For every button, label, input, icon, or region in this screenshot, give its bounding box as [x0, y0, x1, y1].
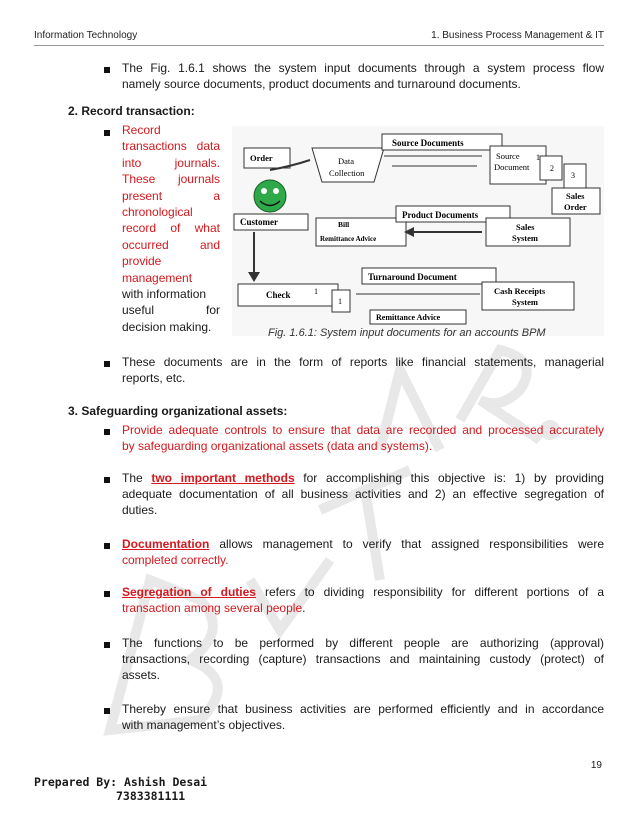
sec2-bullet-line: record of what [122, 221, 220, 236]
sec3-b5-line3: assets. [122, 668, 161, 682]
data-collection-label-2: Collection [329, 168, 365, 178]
bullet-square [104, 543, 110, 549]
sec3-b1-line1: Provide adequate controls to ensure that data are recorded and processed accurately [122, 423, 604, 437]
sec2-bullet-line: transactions data [122, 139, 220, 154]
sec3-b2-line1 [122, 470, 604, 487]
sec2-bullet-line: into journals. [122, 155, 220, 170]
prepared-by-phone: 7383381111 [116, 789, 186, 803]
sec3-b4-line1 [122, 584, 604, 601]
bullet-square [104, 477, 110, 483]
sec3-b3-line2: completed correctly. [122, 553, 229, 567]
sec2-bullet-line: Record [122, 123, 161, 137]
document-card [564, 164, 586, 188]
sec2-bullet2-line1: These documents are in the form of reports like financial statements, managerial [122, 355, 604, 369]
sec2-bullet-line: occurred and [122, 237, 220, 252]
prepared-by-name: Prepared By: Ashish Desai [34, 775, 208, 789]
sales-system-label-2: System [512, 233, 538, 243]
product-documents-label: Product Documents [402, 210, 479, 220]
check-number-2: 1 [338, 297, 342, 306]
sec2-bullet-line: These journals [122, 172, 220, 187]
emphasis-two-important-methods: two important methods [151, 471, 295, 485]
sec3-b6-line1: Thereby ensure that business activities are performed efficiently and in accordance [122, 702, 604, 716]
sec2-bullet-line: useful for [122, 303, 220, 318]
source-doc-label-1: Source [496, 151, 520, 161]
order-label: Order [250, 153, 273, 163]
emphasis-segregation-of-duties: Segregation of duties [122, 585, 256, 599]
bullet-square [104, 429, 110, 435]
sec3-b2-line3: duties. [122, 503, 158, 517]
cash-receipts-label-1: Cash Receipts [494, 286, 546, 296]
header-rule [34, 45, 604, 46]
text-run: . [302, 601, 306, 615]
source-doc-label-2: Document [494, 162, 530, 172]
sec3-b1-line2: by safeguarding organizational assets (data and systems). [122, 439, 433, 453]
system-input-diagram [232, 126, 604, 336]
sec2-bullet-line: provide [122, 254, 162, 269]
sec3-b5-line2: transactions, recording (capture) transactions and maintaining custody (protect) of [122, 652, 604, 666]
remittance-advice-label: Remittance Advice [320, 235, 377, 243]
header-right: 1. Business Process Management & IT [431, 30, 604, 41]
cash-receipts-label-2: System [512, 297, 538, 307]
section-2-heading: 2. Record transaction: [68, 104, 195, 118]
sales-order-label-2: Order [564, 202, 587, 212]
sec2-bullet-line: decision making. [122, 319, 212, 334]
section-3-heading: 3. Safeguarding organizational assets: [68, 404, 288, 418]
bullet-square [104, 642, 110, 648]
number-label: 3 [571, 171, 575, 180]
sec3-b6-line2: with management’s objectives. [122, 718, 286, 732]
sales-system-label-1: Sales [516, 222, 535, 232]
text-run: for accomplishing this objective is: 1) by providing [303, 471, 604, 485]
sec2-bullet-line: chronological [122, 205, 193, 219]
page-number: 19 [590, 760, 602, 771]
number-label: 2 [550, 164, 554, 173]
sec3-b4-line2 [122, 600, 604, 617]
sec2-bullet-line: with information [122, 287, 207, 301]
bullet-square [104, 67, 110, 73]
intro-line-2: namely source documents, product documents and turnaround documents. [122, 77, 521, 91]
data-collection-label-1: Data [338, 156, 355, 166]
intro-line-1: The Fig. 1.6.1 shows the system input documents through a system process flow [122, 61, 604, 75]
bullet-square [104, 361, 110, 367]
source-documents-label: Source Documents [392, 138, 464, 148]
customer-label: Customer [240, 217, 278, 227]
text-run: transaction among several people [122, 601, 303, 615]
prepared-by [34, 775, 207, 803]
diagram-caption: Fig. 1.6.1: System input documents for an accounts BPM [268, 327, 546, 339]
sec3-b5-line1: The functions to be performed by different people are authorizing (approval) [122, 636, 604, 650]
turnaround-document-label: Turnaround Document [368, 272, 457, 282]
sec2-bullet-line: present a [122, 188, 220, 203]
bullet-square [104, 130, 110, 136]
sec2-bullet-line: management [122, 270, 193, 285]
check-number: 1 [314, 287, 318, 296]
bullet-square [104, 708, 110, 714]
smiley-icon [254, 180, 286, 212]
header-left: Information Technology [34, 30, 138, 41]
sec2-bullet2-line2: reports, etc. [122, 371, 186, 385]
text-run: allows management to verify that assigned responsibilities were [219, 537, 604, 551]
bill-label: Bill [338, 220, 350, 229]
text-run: refers to dividing responsibility for different portions of a [264, 585, 604, 599]
remittance-advice-label-2: Remittance Advice [376, 313, 441, 322]
sec3-b3-line1 [122, 536, 604, 553]
sec3-b2-line2: adequate documentation of all business activities and 2) an effective segregation of [122, 487, 604, 501]
bullet-square [104, 591, 110, 597]
check-label: Check [266, 290, 291, 300]
number-label: 1 [536, 153, 540, 162]
text-run: The [122, 471, 143, 485]
sales-order-label-1: Sales [566, 191, 585, 201]
emphasis-documentation: Documentation [122, 537, 210, 551]
